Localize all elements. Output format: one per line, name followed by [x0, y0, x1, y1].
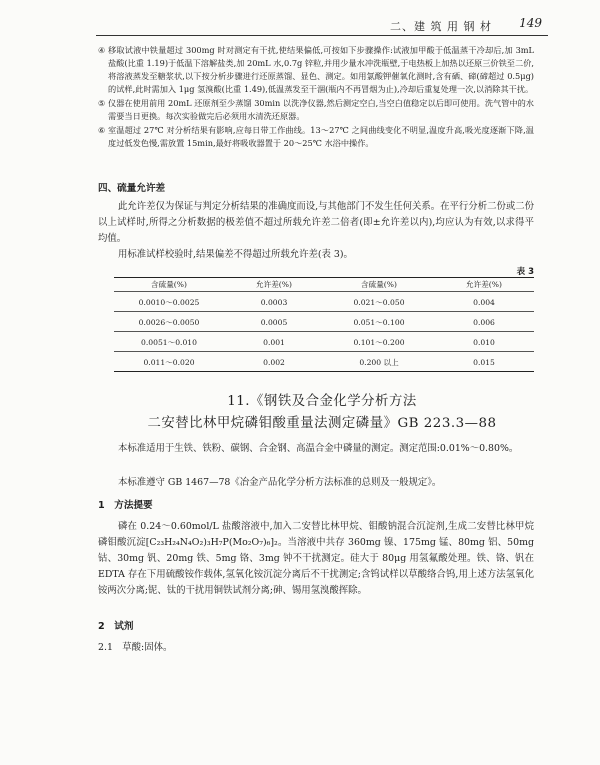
paragraph: 用标准试样校验时,结果偏差不得超过所载允许差(表 3)。 [118, 249, 353, 260]
table-cell: 0.0026～0.0050 [114, 312, 224, 332]
note-text: 室温超过 27℃ 对分析结果有影响,应每日带工作曲线。13～27℃ 之间曲线变化不明显,温度升高,吸光度逐渐下降,温度过低发色慢,需放置 15min,最好将吸收器置于 20～25℃ 水浴中操作。 [108, 125, 534, 148]
tolerance-table [114, 277, 534, 372]
section-heading: 1 方法提要 [98, 500, 153, 511]
table-cell: 0.002 [224, 352, 324, 372]
table-cell: 0.011～0.020 [114, 352, 224, 372]
table-row [114, 292, 534, 312]
standard-title-line1: 11.《钢铁及合金化学分析方法 [227, 394, 417, 409]
table-cell: 0.004 [434, 292, 534, 312]
table-label: 表 3 [516, 267, 534, 277]
standard-title-line2: 二安替比林甲烷磷钼酸重量法测定磷量》GB 223.3—88 [147, 416, 497, 431]
note-item [98, 44, 534, 96]
note-item [98, 97, 534, 123]
running-head [96, 14, 548, 36]
table-cell: 0.051～0.100 [324, 312, 434, 332]
column-header: 允许差(%) [434, 278, 534, 292]
table-cell: 0.021～0.050 [324, 292, 434, 312]
table-cell: 0.006 [434, 312, 534, 332]
table-cell: 0.001 [224, 332, 324, 352]
note-text: 移取试液中铁量超过 300mg 时对测定有干扰,使结果偏低,可按如下步骤操作:试液加甲酸于低温蒸干冷却后,加 3mL 盐酸(比重 1.19)于低温下溶解盐类,加 20mL 水,0.7g 锌粒,并用少量水冲洗瓶壁,于电热板上加热以还原三价铁至二价,将溶液蒸发至糖浆状,以下按分析步骤进行还原蒸馏、显色、测定。如用氯酸钾催氧化测时,含有硒、碲(碲超过 0.5μg)的试样,此时需加入 1μg 氢溴酸(比重 1.49),低温蒸发至干涸(瓶内不再冒烟为止),冷却后重复处理一次,以消除其干扰。 [108, 45, 534, 94]
note-item [98, 124, 534, 150]
table-cell: 0.101～0.200 [324, 332, 434, 352]
table-cell: 0.015 [434, 352, 534, 372]
section-heading: 四、硫量允许差 [98, 183, 166, 194]
table-cell: 0.0005 [224, 312, 324, 332]
table-cell: 0.010 [434, 332, 534, 352]
chapter-title: 二、建 筑 用 钢 材 [390, 20, 492, 33]
page-number: 149 [519, 16, 542, 30]
reagent-item: 2.1 草酸:固体。 [98, 642, 173, 653]
section-heading: 2 试剂 [98, 621, 134, 632]
table-row [114, 352, 534, 372]
note-number: ⑥ [98, 125, 106, 135]
table-row [114, 312, 534, 332]
notes-list [98, 44, 534, 151]
table-cell: 0.0010～0.0025 [114, 292, 224, 312]
table-cell: 0.0003 [224, 292, 324, 312]
table-row [114, 332, 534, 352]
note-number: ④ [98, 45, 106, 55]
column-header: 含硫量(%) [114, 278, 224, 292]
column-header: 允许差(%) [224, 278, 324, 292]
paragraph: 此允许差仅为保证与判定分析结果的准确度而设,与其他部门不发生任何关系。在平行分析二份或二份以上试样时,所得之分析数据的极差值不超过所载允许差二倍者(即±允许差以内),均应认为有效,以求得平均值。 [98, 201, 534, 244]
method-summary: 磷在 0.24～0.60mol/L 盐酸溶液中,加入二安替比林甲烷、钼酸钠混合沉淀剂,生成二安替比林甲烷磷钼酸沉淀[C₂₃H₂₄N₄O₂)₃H₇P(Mo₂O₇)₆]₂。当溶液中共存 360mg 镍、175mg 锰、80mg 铝、50mg 钴、30mg 钒、20mg 铁、5mg 铬、3mg 钟不干扰测定。硅大于 80μg 用氢氟酸处理。铁、铬、钒在 EDTA 存在下用硫酸铵作载体,氢氧化铵沉淀分离后不干扰测定;含钨试样以草酸络合钨,用上述方法氢氧化铵两次分离;铌、钛的干扰用铜铁试剂分离;砷、锡用氢溴酸挥除。 [98, 521, 534, 596]
table-cell: 0.200 以上 [324, 352, 434, 372]
compliance-paragraph: 本标准遵守 GB 1467—78《冶金产品化学分析方法标准的总则及一般规定》。 [118, 477, 442, 488]
column-header: 含硫量(%) [324, 278, 434, 292]
scope-paragraph: 本标准适用于生铁、铁粉、碳钢、合金钢、高温合金中磷量的测定。测定范围:0.01%～0.80%。 [118, 443, 519, 454]
note-text: 仪器在使用前用 20mL 还原剂至少蒸馏 30min 以洗净仪器,然后测定空白,当空白值稳定以后即可使用。洗气管中的水需要当日更换。每次实验做完后必须用水清洗还原器。 [108, 98, 534, 121]
table-cell: 0.0051～0.010 [114, 332, 224, 352]
note-number: ⑤ [98, 98, 106, 108]
